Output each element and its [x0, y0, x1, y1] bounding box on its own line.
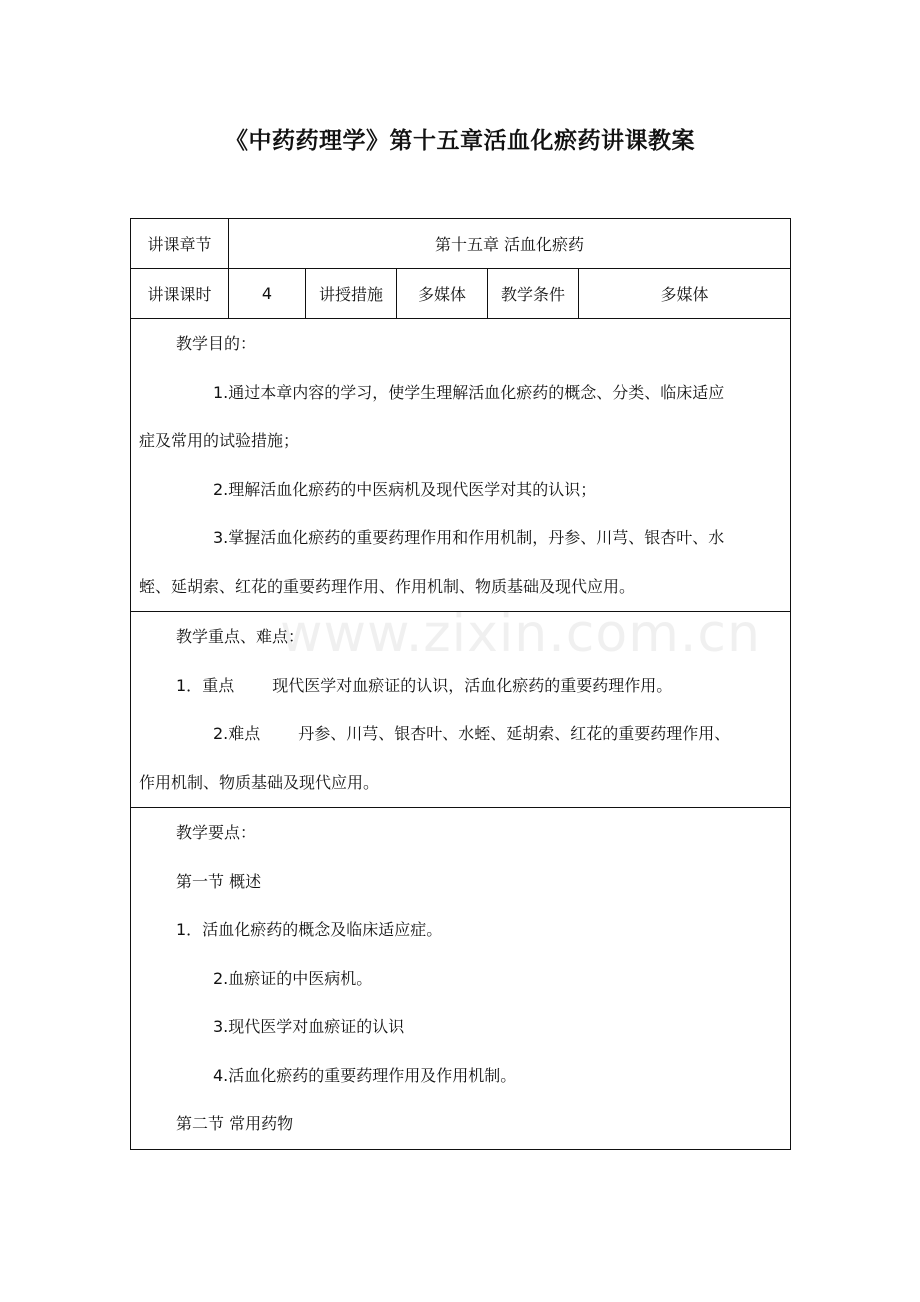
condition-label: 教学条件 [488, 269, 579, 319]
key-num: 2. [213, 724, 229, 743]
key-difficult [139, 710, 780, 759]
point-num: 3. [213, 1017, 229, 1036]
goals-heading: 教学目的： [176, 334, 257, 353]
point-text: 现代医学对血瘀证的认识 [228, 1017, 405, 1036]
goal-item-1 [139, 369, 780, 418]
point-num: 1． [176, 920, 203, 939]
point-item-2 [139, 955, 780, 1004]
key-text: 现代医学对血瘀证的认识，活血化瘀药的重要药理作用。 [272, 675, 673, 695]
section-1-title: 第一节 概述 [176, 871, 262, 891]
key-text: 丹参、川芎、银杏叶、水蛭、延胡索、红花的重要药理作用、 [298, 724, 731, 743]
points-heading: 教学要点： [176, 823, 257, 842]
chapter-row [131, 219, 791, 269]
key-num: 1． [176, 675, 203, 695]
point-item-1 [139, 906, 780, 955]
hours-value: 4 [229, 269, 306, 319]
point-text: 活血化瘀药的概念及临床适应症。 [202, 920, 443, 939]
goals-row [131, 319, 791, 612]
points-cell [131, 808, 791, 1150]
point-text: 活血化瘀药的重要药理作用及作用机制。 [228, 1065, 517, 1085]
goal-item-1-cont: 症及常用的试验措施； [139, 431, 300, 450]
key-important [139, 662, 780, 711]
chapter-label: 讲课章节 [131, 219, 229, 269]
watermark: www.zixin.com.cn [280, 604, 761, 664]
key-label: 难点 [228, 724, 261, 743]
point-item-4 [139, 1052, 780, 1101]
goal-num: 2. [213, 479, 229, 499]
point-item-3 [139, 1003, 780, 1052]
condition-value: 多媒体 [579, 269, 791, 319]
goal-num: 1. [213, 382, 229, 402]
key-label: 重点 [202, 675, 235, 695]
keys-heading: 教学重点、难点： [176, 627, 305, 646]
goal-text: 掌握活血化瘀药的重要药理作用和作用机制，丹参、川芎、银杏叶、水 [228, 528, 725, 547]
goal-num: 3. [213, 528, 229, 547]
goal-item-3-cont: 蛭、延胡索、红花的重要药理作用、作用机制、物质基础及现代应用。 [139, 576, 636, 596]
goals-cell [131, 319, 791, 612]
keys-cell [131, 612, 791, 808]
keys-row [131, 612, 791, 808]
lesson-plan-table [130, 218, 791, 1150]
point-num: 2. [213, 968, 229, 988]
goal-text: 理解活血化瘀药的中医病机及现代医学对其的认识； [228, 479, 597, 499]
method-value: 多媒体 [397, 269, 488, 319]
page-title: 《中药药理学》第十五章活血化瘀药讲课教案 [225, 127, 695, 154]
key-difficult-cont: 作用机制、物质基础及现代应用。 [139, 772, 380, 792]
chapter-value: 第十五章 活血化瘀药 [229, 219, 791, 269]
hours-label: 讲课课时 [131, 269, 229, 319]
goal-text: 通过本章内容的学习，使学生理解活血化瘀药的概念、分类、临床适应 [228, 382, 725, 402]
method-label: 讲授措施 [306, 269, 397, 319]
point-num: 4. [213, 1065, 229, 1085]
hours-row [131, 269, 791, 319]
points-row [131, 808, 791, 1150]
goal-item-2 [139, 466, 780, 515]
goal-item-3 [139, 514, 780, 563]
point-text: 血瘀证的中医病机。 [228, 968, 373, 988]
section-2-title: 第二节 常用药物 [176, 1114, 294, 1133]
